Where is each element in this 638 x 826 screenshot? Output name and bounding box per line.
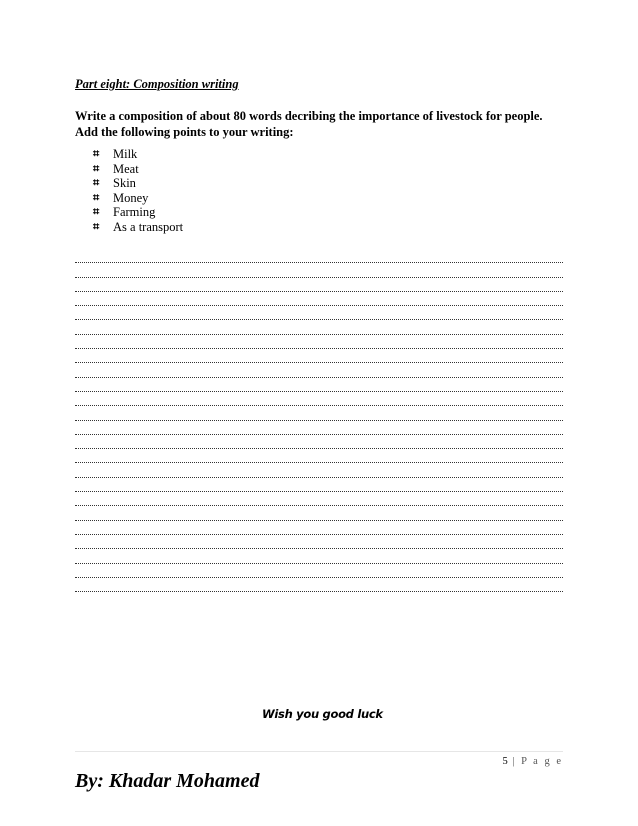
writing-line[interactable] <box>75 394 563 408</box>
writing-line[interactable] <box>75 423 563 437</box>
section-heading: Part eight: Composition writing <box>75 77 239 91</box>
point-label: Skin <box>113 176 136 190</box>
hash-bullet-icon: ⌗ <box>93 220 100 233</box>
writing-line[interactable] <box>75 280 563 294</box>
writing-line[interactable] <box>75 580 563 594</box>
writing-line[interactable] <box>75 308 563 322</box>
list-item <box>93 220 183 235</box>
writing-line[interactable] <box>75 566 563 580</box>
list-item <box>93 162 183 177</box>
instruction-line-2: Add the following points to your writing: <box>75 125 294 139</box>
point-label: Milk <box>113 147 138 161</box>
writing-line[interactable] <box>75 251 563 265</box>
author-name: By: Khadar Mohamed <box>75 770 260 792</box>
list-item <box>93 205 183 220</box>
list-item <box>93 147 183 162</box>
writing-line[interactable] <box>75 465 563 479</box>
points-list <box>93 147 183 234</box>
writing-line[interactable] <box>75 337 563 351</box>
writing-area[interactable] <box>75 251 563 594</box>
hash-bullet-icon: ⌗ <box>93 206 100 218</box>
writing-line[interactable] <box>75 322 563 336</box>
page-number <box>503 756 564 767</box>
list-item <box>93 191 183 206</box>
writing-line[interactable] <box>75 508 563 522</box>
writing-line[interactable] <box>75 451 563 465</box>
writing-line[interactable] <box>75 480 563 494</box>
hash-bullet-icon: ⌗ <box>93 162 100 175</box>
hash-bullet-icon: ⌗ <box>93 177 100 189</box>
footer-divider <box>75 751 563 752</box>
page-label: | P a g e <box>507 756 563 767</box>
hash-bullet-icon: ⌗ <box>93 148 100 160</box>
writing-line[interactable] <box>75 265 563 279</box>
list-item <box>93 176 183 191</box>
writing-line[interactable] <box>75 551 563 565</box>
writing-line[interactable] <box>75 537 563 551</box>
instruction-line-1: Write a composition of about 80 words decribing the importance of livestock for people. <box>75 109 543 123</box>
point-label: Farming <box>113 205 156 219</box>
writing-line[interactable] <box>75 365 563 379</box>
point-label: As a transport <box>113 219 184 234</box>
writing-line[interactable] <box>75 494 563 508</box>
writing-line[interactable] <box>75 294 563 308</box>
closing-message: Wish you good luck <box>262 707 383 721</box>
writing-line[interactable] <box>75 380 563 394</box>
writing-line[interactable] <box>75 523 563 537</box>
writing-line[interactable] <box>75 351 563 365</box>
writing-line[interactable] <box>75 408 563 422</box>
page-number-value: 5 <box>502 756 508 767</box>
hash-bullet-icon: ⌗ <box>93 191 100 204</box>
writing-line[interactable] <box>75 437 563 451</box>
point-label: Money <box>113 190 149 205</box>
point-label: Meat <box>113 161 139 176</box>
